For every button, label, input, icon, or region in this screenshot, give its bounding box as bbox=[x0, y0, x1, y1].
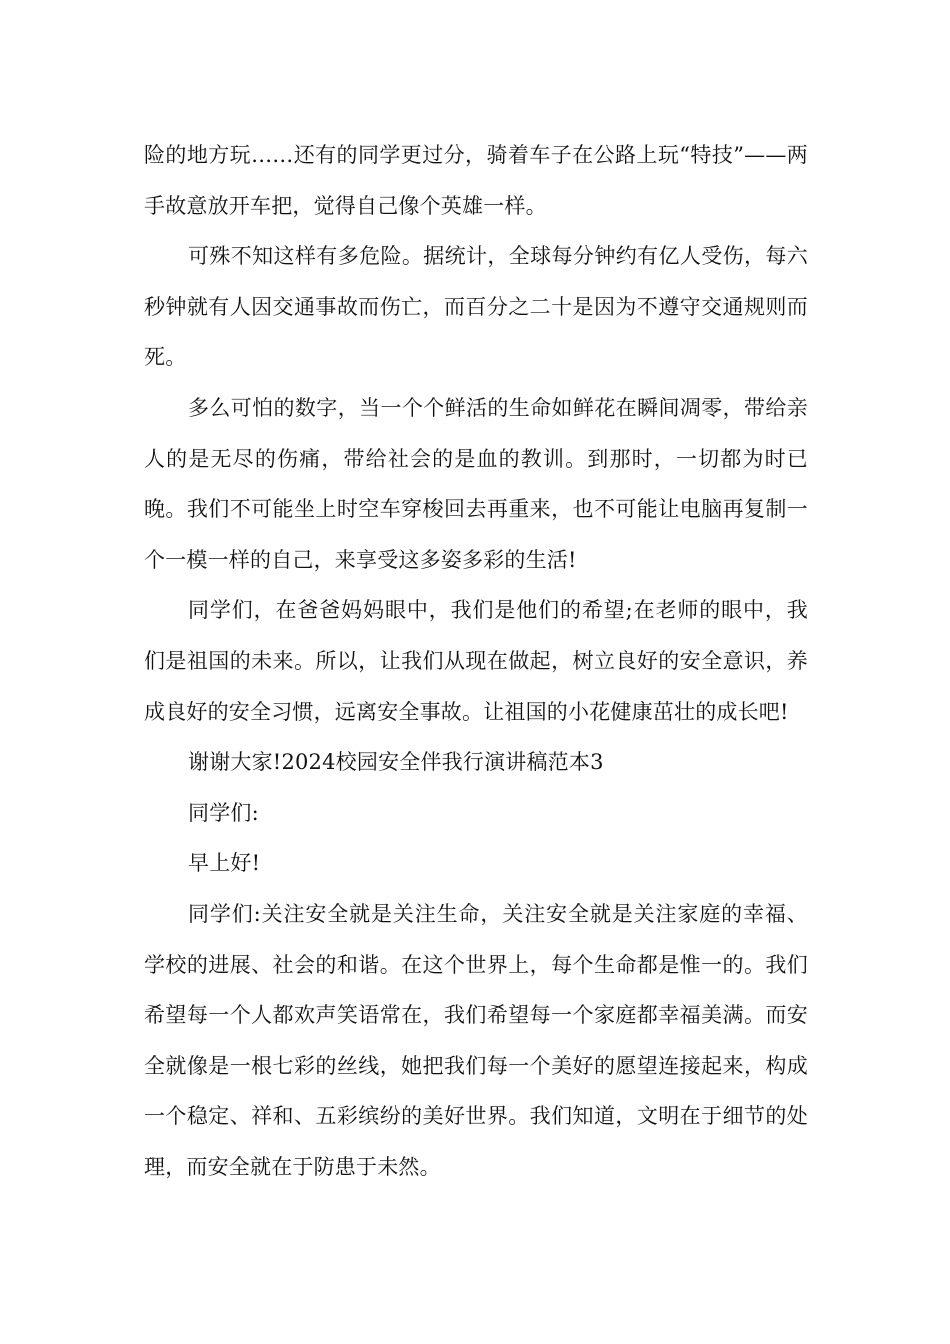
paragraph-statistics: 可殊不知这样有多危险。据统计，全球每分钟约有亿人受伤，每六秒钟就有人因交通事故而伤亡，而百分之二十是因为不遵守交通规则而死。 bbox=[144, 244, 808, 370]
greeting: 早上好! bbox=[188, 851, 261, 876]
speech-heading: 谢谢大家!2024校园安全伴我行演讲稿范本3 bbox=[188, 750, 604, 775]
salutation: 同学们: bbox=[188, 800, 259, 825]
document-body bbox=[144, 130, 808, 1192]
paragraph-consequences: 多么可怕的数字，当一个个鲜活的生命如鲜花在瞬间凋零，带给亲人的是无尽的伤痛，带给社会的是血的教训。到那时，一切都为时已晚。我们不可能坐上时空车穿梭回去再重来，也不可能让电脑再复制一个一模一样的自己，来享受这多姿多彩的生活! bbox=[144, 395, 808, 572]
paragraph-call-to-action: 同学们，在爸爸妈妈眼中，我们是他们的希望;在老师的眼中，我们是祖国的未来。所以，让我们从现在做起，树立良好的安全意识，养成良好的安全习惯，远离安全事故。让祖国的小花健康茁壮的成长吧! bbox=[144, 598, 808, 724]
paragraph-continuation: 险的地方玩……还有的同学更过分，骑着车子在公路上玩“特技”——两手故意放开车把，觉得自己像个英雄一样。 bbox=[144, 143, 808, 218]
paragraph-safety-intro: 同学们:关注安全就是关注生命，关注安全就是关注家庭的幸福、学校的进展、社会的和谐。在这个世界上，每个生命都是惟一的。我们希望每一个人都欢声笑语常在，我们希望每一个家庭都幸福美满。而安全就像是一根七彩的丝线，她把我们每一个美好的愿望连接起来，构成一个稳定、祥和、五彩缤纷的美好世界。我们知道，文明在于细节的处理，而安全就在于防患于未然。 bbox=[144, 901, 808, 1179]
